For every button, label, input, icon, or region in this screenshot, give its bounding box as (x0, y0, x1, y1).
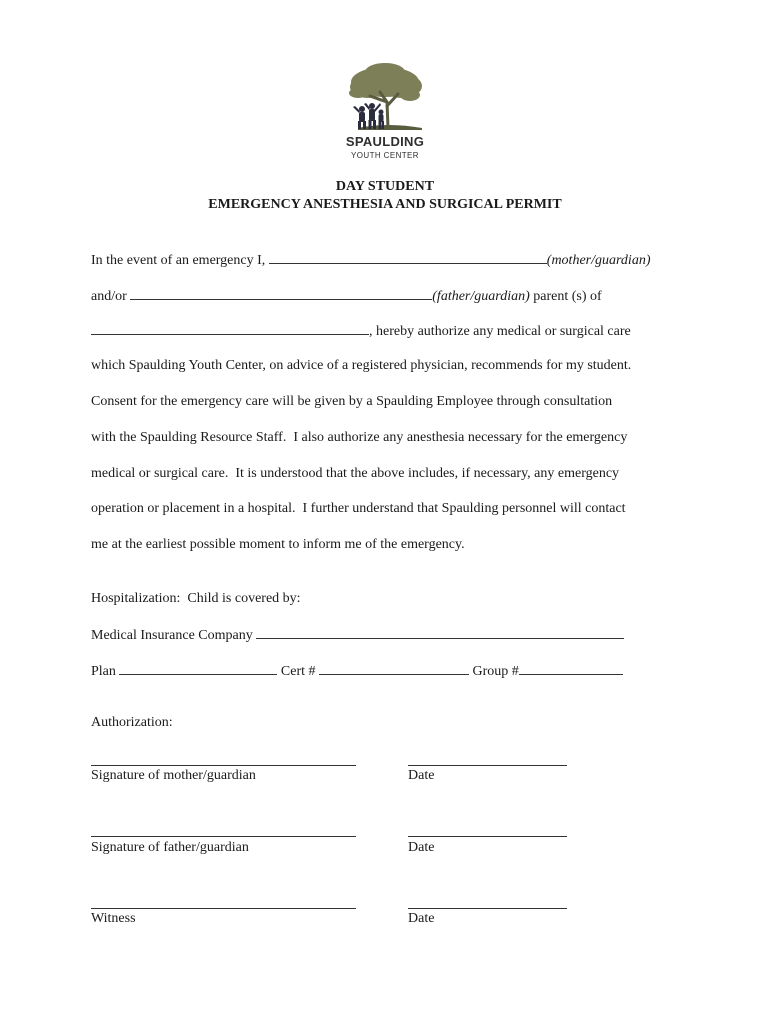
form-title-line2: EMERGENCY ANESTHESIA AND SURGICAL PERMIT (208, 197, 562, 212)
hospitalization-heading: Hospitalization: Child is covered by: (91, 591, 301, 606)
insurance-company-label: Medical Insurance Company (91, 628, 257, 643)
mother-signature-label: Signature of mother/guardian (91, 768, 256, 783)
form-title-line1: DAY STUDENT (335, 179, 435, 194)
body-line-2-text: and/or (91, 289, 131, 304)
mother-guardian-label: (mother/guardian) (546, 253, 651, 268)
plan-cert-group-row (91, 662, 623, 680)
plan-label: Plan (91, 664, 120, 679)
father-guardian-label: (father/guardian) (432, 289, 530, 304)
body-line-1-text: In the event of an emergency I, (91, 253, 269, 268)
authorization-heading: Authorization: (91, 715, 173, 730)
body-line-8: operation or placement in a hospital. I further understand that Spaulding personnel will contact (91, 501, 626, 516)
mother-date-label: Date (408, 768, 435, 783)
witness-date-field[interactable] (408, 908, 567, 909)
tree-with-children-icon (340, 62, 430, 134)
witness-signature-field[interactable] (91, 908, 356, 909)
body-line-9: me at the earliest possible moment to inform me of the emergency. (91, 537, 465, 552)
mother-guardian-name-field[interactable] (269, 251, 547, 264)
body-line-6: with the Spaulding Resource Staff. I also authorize any anesthesia necessary for the emergency (91, 430, 628, 445)
plan-field[interactable] (119, 662, 277, 675)
student-name-field[interactable] (91, 322, 369, 335)
body-line-1 (91, 251, 650, 269)
body-line-3 (91, 322, 631, 340)
group-field[interactable] (519, 662, 623, 675)
father-signature-field[interactable] (91, 836, 356, 837)
father-date-label: Date (408, 840, 435, 855)
body-line-5: Consent for the emergency care will be given by a Spaulding Employee through consultation (91, 394, 613, 409)
mother-signature-field[interactable] (91, 765, 356, 766)
insurance-company-row (91, 626, 624, 644)
body-line-4: which Spaulding Youth Center, on advice of a registered physician, recommends for my student. (91, 358, 632, 373)
logo-name: SPAULDING (345, 134, 425, 149)
group-label: Group # (469, 664, 519, 679)
witness-label: Witness (91, 911, 136, 926)
witness-date-label: Date (408, 911, 435, 926)
mother-date-field[interactable] (408, 765, 567, 766)
cert-field[interactable] (319, 662, 469, 675)
body-line-2 (91, 287, 602, 305)
father-signature-label: Signature of father/guardian (91, 840, 249, 855)
father-date-field[interactable] (408, 836, 567, 837)
body-line-7: medical or surgical care. It is understood that the above includes, if necessary, any emergency (91, 466, 620, 481)
cert-label: Cert # (277, 664, 319, 679)
insurance-company-field[interactable] (256, 626, 624, 639)
parent-of-text: parent (s) of (529, 289, 602, 304)
authorize-text: , hereby authorize any medical or surgical care (369, 324, 631, 339)
father-guardian-name-field[interactable] (130, 287, 432, 300)
logo-subname: YOUTH CENTER (351, 151, 419, 160)
